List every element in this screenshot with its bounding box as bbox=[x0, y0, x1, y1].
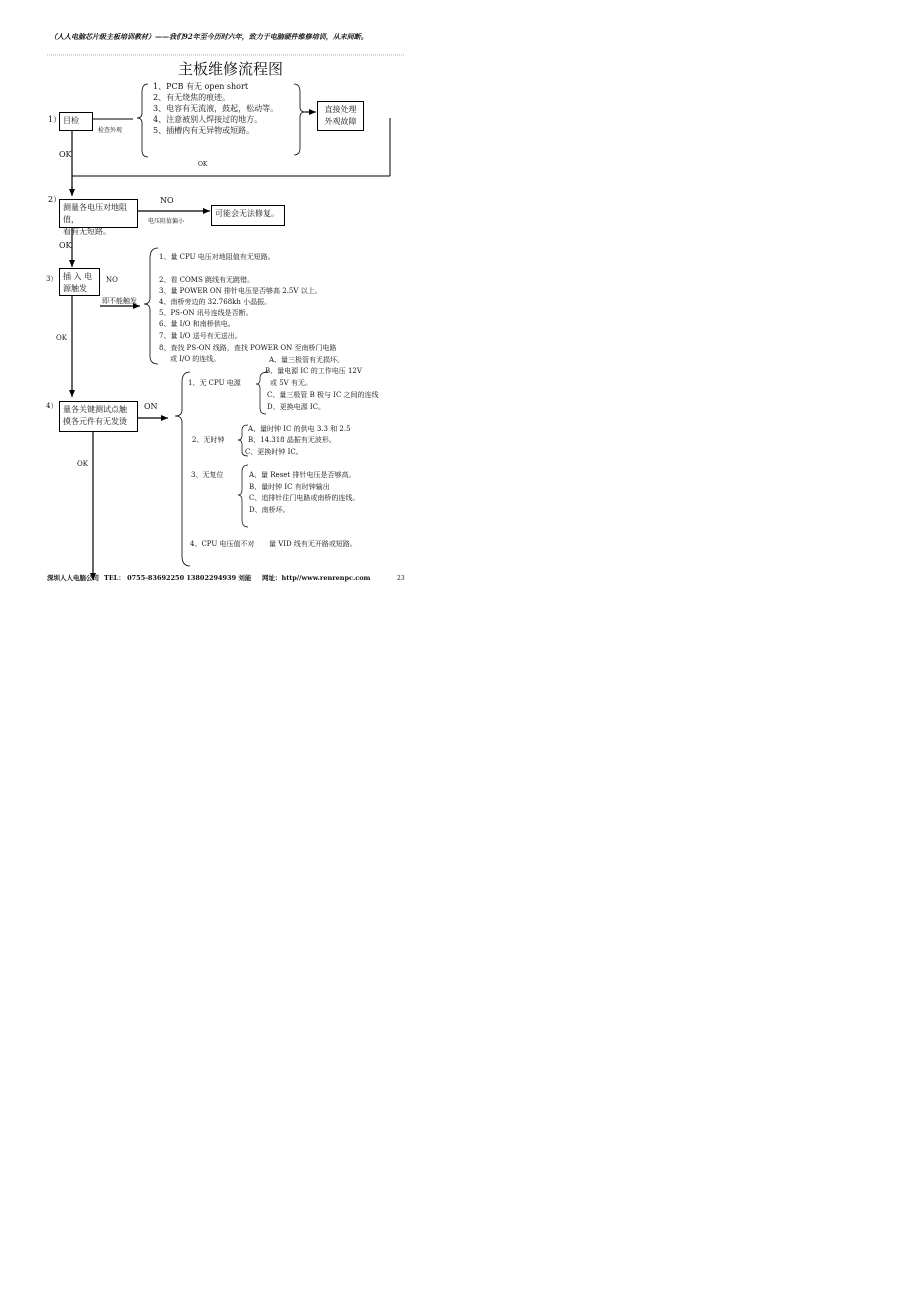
step1-item: 2、有无烧焦的痕迹。 bbox=[153, 93, 231, 102]
step1-item: 4、注意被别人焊接过的地方。 bbox=[153, 115, 263, 124]
group-item: C、更换时钟 IC。 bbox=[245, 448, 303, 456]
step4-ok: OK bbox=[77, 460, 88, 468]
page-title: 主板维修流程图 bbox=[178, 60, 284, 78]
step3-item: 3、量 POWER ON 排针电压是否够高 2.5V 以上。 bbox=[159, 287, 322, 295]
step4-on: ON bbox=[144, 402, 158, 411]
group-item: A、量三极管有无损坏。 bbox=[269, 356, 345, 364]
footer-web: 网址：http//www.renrenpc.com bbox=[262, 574, 371, 582]
step3-no: NO bbox=[106, 276, 118, 284]
step1-item: 5、插槽内有无异物或短路。 bbox=[153, 126, 255, 135]
group-label-no-reset: 3、无复位 bbox=[191, 471, 224, 479]
step4-box-line: 摸各元件有无发烫 bbox=[63, 417, 127, 426]
step3-box-line: 源触发 bbox=[63, 284, 87, 293]
step1-ok-loop: OK bbox=[198, 161, 208, 168]
step4-box-line: 量各关键测试点触 bbox=[63, 405, 127, 414]
step3-note: 即不能触发 bbox=[102, 297, 137, 305]
step2-box-line: 看有无短路。 bbox=[63, 227, 111, 236]
step1-ok: OK bbox=[59, 150, 72, 159]
group-label-no-clock: 2、无时钟 bbox=[192, 436, 225, 444]
step2-note: 电压阻值偏小 bbox=[148, 218, 185, 225]
group-item: 量 VID 线有无开路或短路。 bbox=[269, 540, 357, 548]
step3-item: 4、南桥旁边的 32.768kh 小晶振。 bbox=[159, 298, 272, 306]
step4-number: 4） bbox=[46, 402, 58, 410]
group-item: A、量 Reset 排针电压是否够高。 bbox=[249, 471, 356, 479]
step3-item: 或 I/O 的连线。 bbox=[170, 355, 221, 363]
step1-item: 1、PCB 有无 open short bbox=[153, 82, 249, 91]
page-number: 23 bbox=[397, 575, 405, 582]
step3-box-line: 插 入 电 bbox=[63, 272, 93, 281]
group-item: A、量时钟 IC 的供电 3.3 和 2.5 bbox=[248, 425, 351, 433]
step2-box bbox=[59, 199, 138, 236]
footer-company: 深圳人人电脑公司 bbox=[47, 574, 99, 582]
group-item: D、更换电源 IC。 bbox=[267, 403, 325, 411]
group-label-no-cpu: 1、无 CPU 电源 bbox=[188, 379, 241, 387]
group-item: D、南桥坏。 bbox=[249, 506, 290, 514]
direct-fix-line: 直接处理 bbox=[324, 105, 357, 114]
step4-brace bbox=[175, 372, 190, 566]
step4-box bbox=[59, 401, 138, 432]
step3-item: 6、量 I/O 和南桥供电。 bbox=[159, 320, 235, 328]
group-item: 或 5V 有无。 bbox=[270, 379, 312, 387]
step3-item: 5、PS-ON 讯号连线是否断。 bbox=[159, 309, 253, 317]
group-item: B、14.318 晶振有无波形。 bbox=[248, 436, 336, 444]
direct-fix-line: 外观故障 bbox=[324, 117, 357, 126]
step1-brace-right bbox=[294, 84, 305, 155]
step3-item: 8、查找 PS-ON 线路，查找 POWER ON 至南桥门电路 bbox=[159, 344, 337, 352]
step3-brace bbox=[144, 248, 158, 364]
group-label-cpu-voltage: 4、CPU 电压值不对 bbox=[190, 540, 255, 548]
step1-number: 1） bbox=[48, 115, 62, 124]
step3-ok: OK bbox=[56, 334, 67, 342]
footer-tel: TEL： 0755-83692250 13802294939 刘能 bbox=[104, 574, 252, 582]
step2-number: 2） bbox=[48, 195, 62, 204]
step3-item: 2、看 COMS 跳线有无跳错。 bbox=[159, 276, 254, 284]
step1-item: 3、电容有无流液，鼓起，松动等。 bbox=[153, 104, 279, 113]
direct-fix-box bbox=[317, 101, 364, 131]
step2-no: NO bbox=[160, 196, 174, 205]
step3-item: 7、量 I/O 送号有无送出。 bbox=[159, 332, 242, 340]
step3-item: 1、量 CPU 电压对地阻值有无短路。 bbox=[159, 253, 275, 261]
step1-brace-left bbox=[137, 84, 148, 157]
step1-note: 检查外观 bbox=[98, 127, 123, 134]
group-item: C、追排针往门电路或南桥的连线。 bbox=[249, 494, 360, 502]
brace-no-reset bbox=[238, 465, 248, 527]
step3-box bbox=[59, 268, 100, 296]
step2-result-box: 可能会无法修复。 bbox=[211, 205, 285, 226]
group-item: B、量时钟 IC 有时钟输出 bbox=[249, 483, 330, 491]
step2-ok: OK bbox=[59, 241, 72, 250]
step2-box-line: 测量各电压对地阻值， bbox=[63, 203, 127, 224]
step3-number: 3） bbox=[46, 275, 58, 283]
page-header: （人人电脑芯片级主板培训教材）——我们92年至今历时六年，致力于电脑硬件维修培训，从未间断。 bbox=[50, 32, 368, 41]
group-item: B、量电源 IC 的工作电压 12V bbox=[265, 367, 362, 375]
group-item: C、量三极管 B 极与 IC 之间的连线 bbox=[267, 391, 379, 399]
step1-box: 目检 bbox=[59, 112, 93, 131]
